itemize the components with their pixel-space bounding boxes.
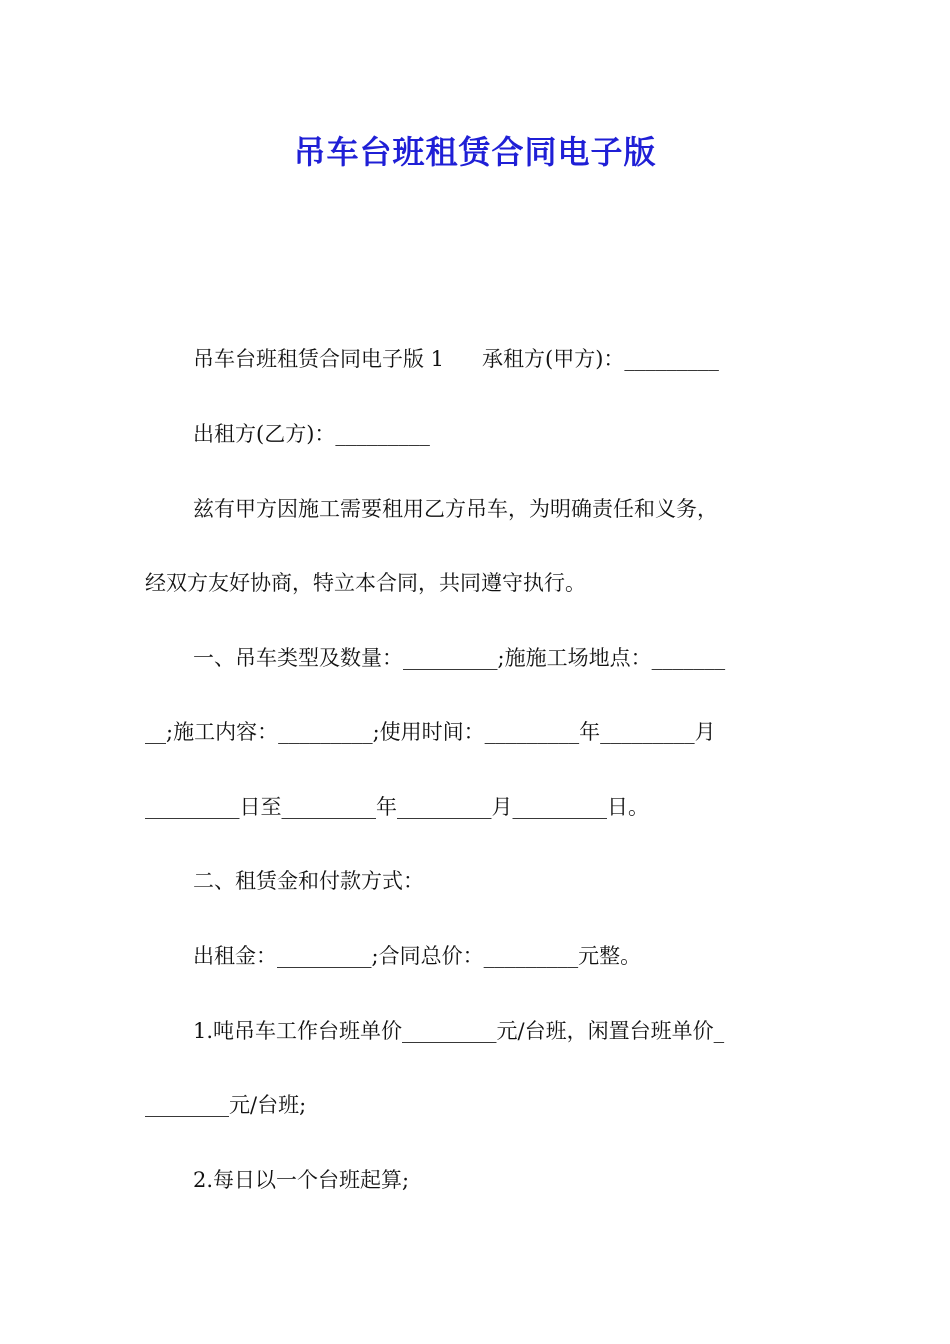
item-2-line: 2.每日以一个台班起算; (193, 1168, 410, 1192)
lessor-field: 出租方(乙方)：_________ (193, 422, 430, 446)
contract-name-text: 吊车台班租赁合同电子版 1 (193, 347, 445, 371)
item-1-line-1: 1.吨吊车工作台班单价_________元/台班，闲置台班单价_ (193, 1019, 725, 1043)
section-1-line-1: 一、吊车类型及数量：_________;施施工场地点：_______ (193, 646, 726, 670)
item-1-line-2: ________元/台班; (145, 1093, 307, 1117)
contract-heading-line (193, 343, 863, 375)
paragraph-intro-line-1: 兹有甲方因施工需要租用乙方吊车，为明确责任和义务， (193, 497, 718, 521)
document-title: 吊车台班租赁合同电子版 (293, 133, 657, 171)
section-1-line-3: _________日至_________年_________月_________日。 (145, 795, 649, 819)
rent-amount-line: 出租金：_________;合同总价：_________元整。 (193, 944, 642, 968)
lessee-field: 承租方(甲方)：_________ (482, 347, 719, 371)
section-2-heading: 二、租赁金和付款方式： (193, 869, 424, 893)
paragraph-intro-line-2: 经双方友好协商，特立本合同，共同遵守执行。 (145, 571, 586, 595)
section-1-line-2: __;施工内容：_________;使用时间：_________年_________月 (145, 720, 716, 744)
